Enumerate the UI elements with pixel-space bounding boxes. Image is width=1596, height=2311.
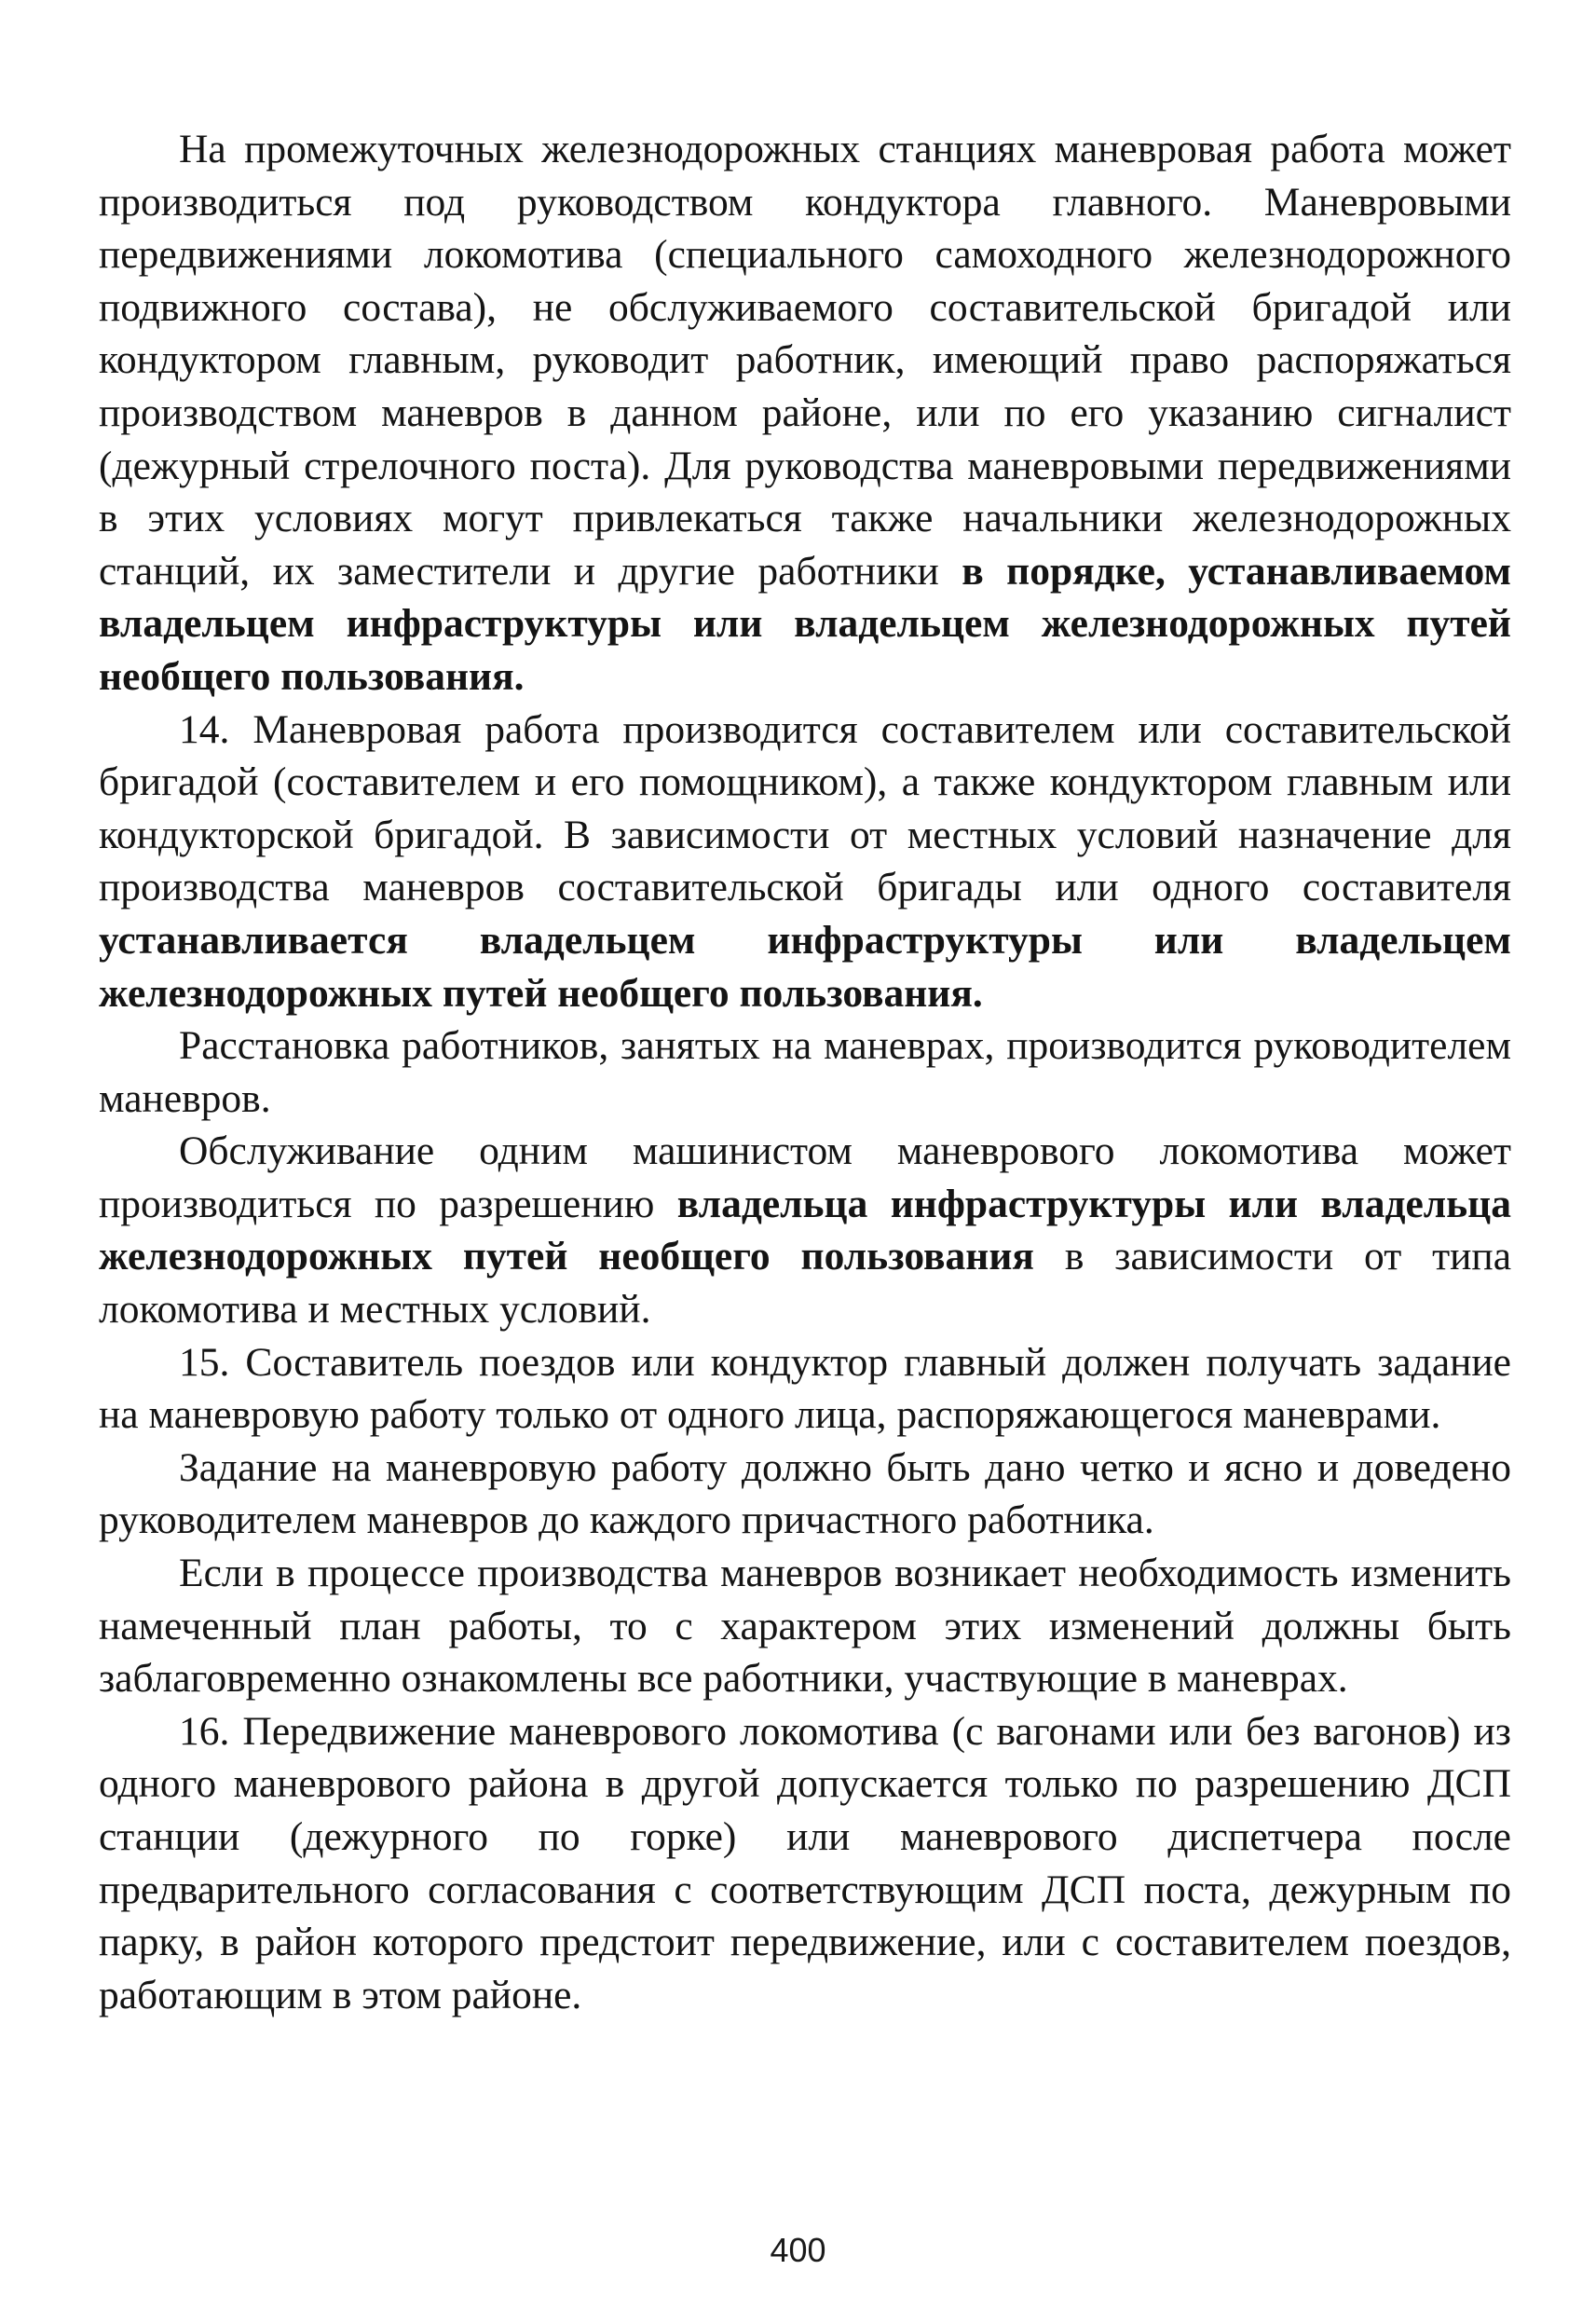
paragraph-bold-text: владельца инфраструктуры или владельца железнодорожных путей необщего пользования <box>99 1181 1511 1279</box>
paragraph-text: Если в процессе производства маневров возникает необходимость изменить намеченный план работы, то с характером этих изменений должны быть заблаговременно ознакомлены все работники, участвующие в маневрах. <box>99 1551 1511 1702</box>
paragraph <box>99 1705 1511 2022</box>
paragraph <box>99 123 1511 704</box>
page-body <box>99 123 1511 2021</box>
paragraph <box>99 1442 1511 1547</box>
paragraph-text: Задание на маневровую работу должно быть дано четко и ясно и доведено руководителем маневров до каждого причастного работника. <box>99 1444 1511 1543</box>
paragraph-text: Расстановка работников, занятых на маневрах, производится руководителем маневров. <box>99 1023 1511 1121</box>
paragraph <box>99 704 1511 1020</box>
paragraph <box>99 1125 1511 1335</box>
paragraph-text: 16. Передвижение маневрового локомотива (с вагонами или без вагонов) из одного маневрового района в другой допускается только по разрешению ДСП станции (дежурного по горке) или маневрового диспетчера после предварительного согласования с соответствующим ДСП поста, дежурным по парку, в район которого предстоит передвижение, или с составителем поездов, работающим в этом районе. <box>99 1708 1511 2017</box>
paragraph-text: 14. Маневровая работа производится составителем или составительской бригадой (составителем и его помощником), а также кондуктором главным или кондукторской бригадой. В зависимости от местных условий назначение для производства маневров составительской бригады или одного составителя <box>99 706 1511 910</box>
page-number: 400 <box>770 2231 826 2269</box>
paragraph-text: 15. Составитель поездов или кондуктор главный должен получать задание на маневровую работу только от одного лица, распоряжающегося маневрами. <box>99 1339 1511 1438</box>
paragraph-text: Обслуживание одним машинистом маневрового локомотива может производиться по разрешению <box>99 1128 1511 1226</box>
paragraph-bold-text: в порядке, устанавливаемом владельцем инфраструктуры или владельцем железнодорожных путей необщего пользования. <box>99 548 1511 699</box>
paragraph <box>99 1019 1511 1125</box>
paragraph <box>99 1547 1511 1705</box>
paragraph-text: На промежуточных железнодорожных станциях маневровая работа может производиться под руководством кондуктора главного. Маневровыми передвижениями локомотива (специального самоходного железнодорожного подвижного состава), не обслуживаемого составительской бригадой или кондуктором главным, руководит работник, имеющий право распоряжаться производством маневров в данном районе, или по его указанию сигналист (дежурный стрелочного поста). Для руководства маневровыми передвижениями в этих условиях могут привлекаться также начальники железнодорожных станций, их заместители и другие работники <box>99 127 1511 594</box>
paragraph-text: в зависимости от типа локомотива и местных условий. <box>99 1234 1511 1333</box>
paragraph-bold-text: устанавливается владельцем инфраструктуры или владельцем железнодорожных путей необщего пользования. <box>99 917 1511 1016</box>
paragraph <box>99 1336 1511 1442</box>
